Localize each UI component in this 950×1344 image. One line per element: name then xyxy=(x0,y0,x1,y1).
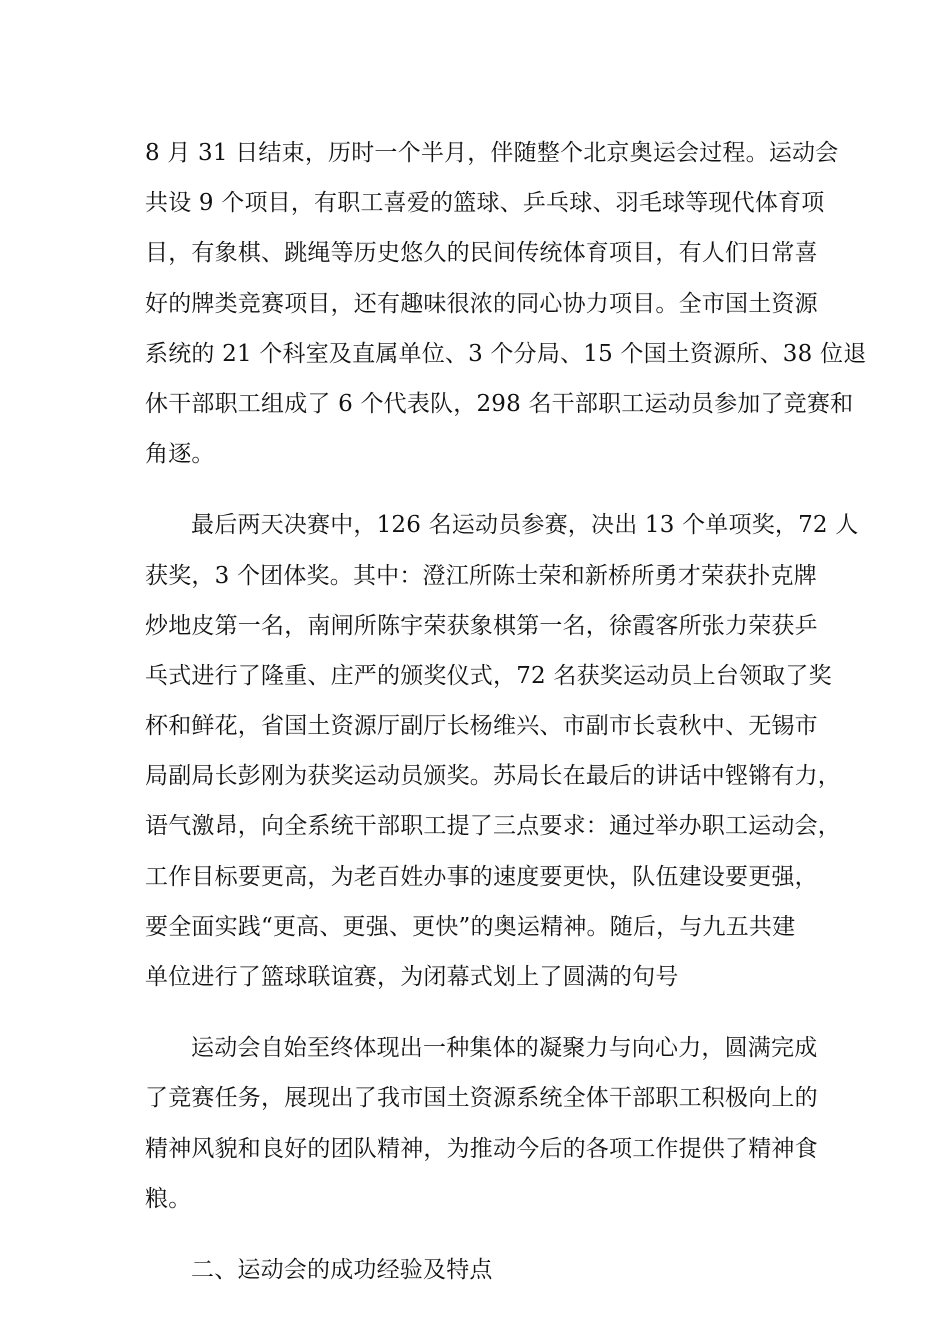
paragraph-1 xyxy=(145,128,867,479)
text-line: 乓式进行了隆重、庄严的颁奖仪式，72 名获奖运动员上台领取了奖 xyxy=(145,662,832,689)
section-heading xyxy=(145,1245,810,1295)
section-heading-text: 二、运动会的成功经验及特点 xyxy=(191,1256,493,1283)
text-line: 炒地皮第一名，南闸所陈宇荣获象棋第一名，徐霞客所张力荣获乒 xyxy=(145,612,818,639)
text-line: 获奖，3 个团体奖。其中：澄江所陈士荣和新桥所勇才荣获扑克牌 xyxy=(145,562,817,589)
text-line: 最后两天决赛中，126 名运动员参赛，决出 13 个单项奖，72 人 xyxy=(191,512,859,539)
text-line: 共设 9 个项目，有职工喜爱的篮球、乒乓球、羽毛球等现代体育项 xyxy=(145,190,825,217)
text-line: 粮。 xyxy=(145,1185,192,1212)
text-line: 语气激昂，向全系统干部职工提了三点要求：通过举办职工运动会， xyxy=(145,813,841,840)
text-line: 运动会自始至终体现出一种集体的凝聚力与向心力，圆满完成 xyxy=(191,1035,818,1062)
paragraph-gap xyxy=(145,1224,810,1245)
text-line: 了竞赛任务，展现出了我市国土资源系统全体干部职工积极向上的 xyxy=(145,1085,818,1112)
document-body xyxy=(145,128,867,1295)
paragraph-2 xyxy=(145,500,859,1002)
text-line: 好的牌类竞赛项目，还有趣味很浓的同心协力项目。全市国土资源 xyxy=(145,290,818,317)
text-line: 单位进行了篮球联谊赛，为闭幕式划上了圆满的句号 xyxy=(145,964,679,990)
paragraph-gap xyxy=(145,1002,810,1023)
paragraph-3 xyxy=(145,1023,818,1224)
text-line: 系统的 21 个科室及直属单位、3 个分局、15 个国土资源所、38 位退 xyxy=(145,340,867,367)
text-line: 精神风貌和良好的团队精神，为推动今后的各项工作提供了精神食 xyxy=(145,1135,818,1162)
paragraph-gap xyxy=(145,479,810,500)
text-line: 局副局长彭刚为获奖运动员颁奖。苏局长在最后的讲话中铿锵有力， xyxy=(145,763,841,790)
text-line: 休干部职工组成了 6 个代表队，298 名干部职工运动员参加了竞赛和 xyxy=(145,390,854,417)
text-line: 要全面实践“更高、更强、更快”的奥运精神。随后，与九五共建 xyxy=(145,913,796,940)
text-line: 目，有象棋、跳绳等历史悠久的民间传统体育项目，有人们日常喜 xyxy=(145,240,818,267)
text-line: 8 月 31 日结束，历时一个半月，伴随整个北京奥运会过程。运动会 xyxy=(145,140,839,166)
text-line: 杯和鲜花，省国土资源厅副厅长杨维兴、市副市长袁秋中、无锡市 xyxy=(145,713,818,740)
text-line: 角逐。 xyxy=(145,441,215,468)
text-line: 工作目标要更高，为老百姓办事的速度要更快，队伍建设要更强， xyxy=(145,863,818,890)
